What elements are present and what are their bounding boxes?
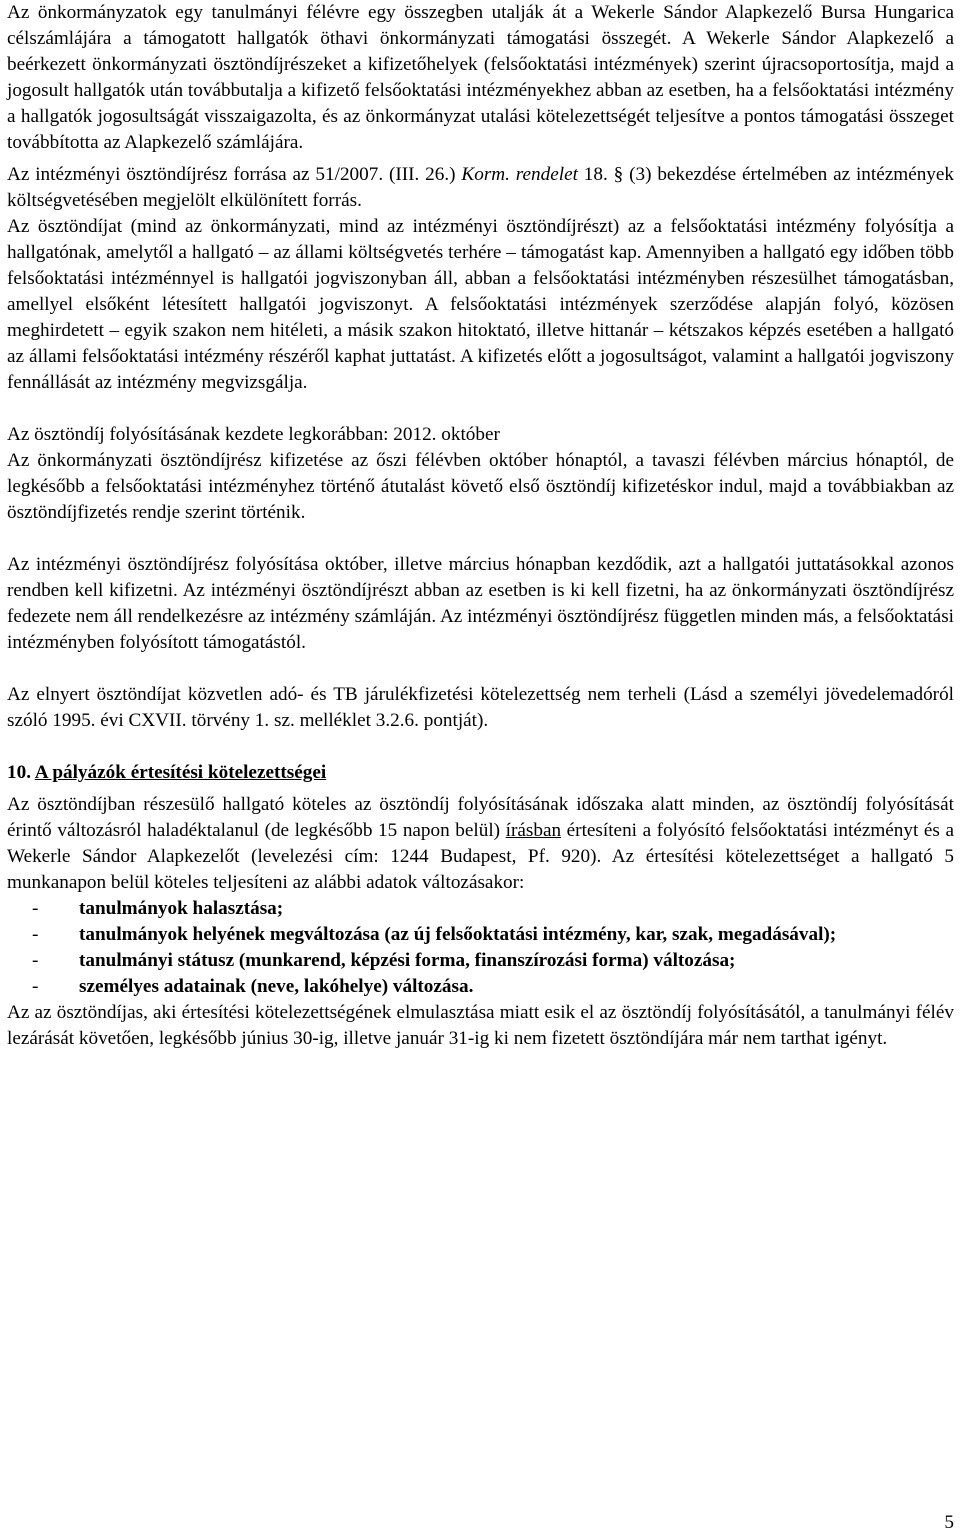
paragraph-start-date: Az ösztöndíj folyósításának kezdete legkorábban: 2012. október	[7, 424, 500, 445]
list-item-text: tanulmányok halasztása;	[79, 898, 284, 919]
paragraph-transfer-process: Az önkormányzatok egy tanulmányi félévre egy összegben utalják át a Wekerle Sándor Alapkezelő Bursa Hungarica célszámlájára a támogatott hallgatók öthavi önkormányzati támogatási összegét. A Wekerle Sándor Alapkezelő a beérkezett önkormányzati ösztöndíjrészeket a kifizetőhelyek (felsőoktatási intézmények) szerint újracsoportosítja, majd a jogosult hallgatók után továbbutalja a kifizető felsőoktatási intézményekhez abban az esetben, ha a felsőoktatási intézmény a hallgatók jogosultságát visszaigazolta, és az önkormányzat utalási kötelezettségét teljesítve a pontos támogatási összeget továbbította az Alapkezelő számlájára.	[7, 2, 954, 153]
paragraph-tax-exemption: Az elnyert ösztöndíjat közvetlen adó- és TB járulékfizetési kötelezettség nem terheli (Lásd a személyi jövedelemadóról szóló 1995. évi CXVII. törvény 1. sz. melléklet 3.2.6. pontját).	[7, 684, 954, 731]
italic-text: Korm. rendelet	[461, 164, 578, 185]
text-span: Az ösztöndíjban részesülő hallgató köteles az ösztöndíj folyósításának időszaka alatt minden, az ösztöndíj folyósítását érintő változásról haladéktalanul (de legkésőbb 15 napon belül)	[7, 794, 954, 841]
change-list	[7, 896, 954, 1000]
list-marker: -	[32, 924, 39, 945]
paragraph-notification-duty	[7, 792, 954, 896]
page-number: 5	[944, 1512, 954, 1533]
section-heading	[7, 760, 954, 786]
list-item-text: tanulmányok helyének megváltozása (az új felsőoktatási intézmény, kar, szak, megadásával);	[79, 924, 837, 945]
section-title: A pályázók értesítési kötelezettségei	[34, 762, 327, 783]
list-item	[7, 974, 954, 1000]
paragraph-institutional-source	[7, 162, 954, 214]
paragraph-institutional-payment: Az intézményi ösztöndíjrész folyósítása október, illetve március hónapban kezdődik, azt a hallgatói juttatásokkal azonos rendben kell kifizetni. Az intézményi ösztöndíjrészt abban az esetben is ki kell fizetni, ha az önkormányzati ösztöndíjrész fedezete nem áll rendelkezésre az intézmény számláján. Az intézményi ösztöndíjrész független minden más, a felsőoktatási intézményben folyósított támogatástól.	[7, 554, 954, 653]
text-span: értesíteni a folyósító felsőoktatási intézményt és a Wekerle Sándor Alapkezelőt (levelezési cím: 1244 Budapest, Pf. 920). Az értesítési kötelezettséget a hallgató 5 munkanapon belül köteles teljesíteni az alábbi adatok változásakor:	[7, 820, 954, 893]
section-number: 10.	[7, 762, 31, 783]
list-marker: -	[32, 976, 39, 997]
text-span: 18. § (3) bekezdése értelmében az intézmények költségvetésében megjelölt elkülönített forrás.	[7, 164, 955, 211]
list-item	[7, 896, 954, 922]
list-item-text: tanulmányi státusz (munkarend, képzési forma, finanszírozási forma) változása;	[79, 950, 736, 971]
list-item	[7, 948, 954, 974]
list-item	[7, 922, 954, 948]
list-item-text: személyes adatainak (neve, lakóhelye) változása.	[79, 976, 474, 997]
paragraph-disbursement: Az ösztöndíjat (mind az önkormányzati, mind az intézményi ösztöndíjrészt) az a felsőoktatási intézmény folyósítja a hallgatónak, amelytől a hallgató – az állami költségvetés terhére – támogatást kap. Amennyiben a hallgató egy időben több felsőoktatási intézménnyel is hallgatói jogviszonyban áll, abban a felsőoktatási intézményben részesülhet támogatásban, amellyel elsőként létesített hallgatói jogviszonyt. A felsőoktatási intézmények szerződése alapján folyó, közösen meghirdetett – egyik szakon nem hitéleti, a másik szakon hitoktató, illetve hittanár – kétszakos képzés esetében a hallgató az állami felsőoktatási intézmény részéről kaphat juttatást. A kifizetés előtt a jogosultságot, valamint a hallgatói jogviszony fennállását az intézmény megvizsgálja.	[7, 216, 954, 393]
list-marker: -	[32, 950, 39, 971]
paragraph-forfeiture: Az az ösztöndíjas, aki értesítési kötelezettségének elmulasztása miatt esik el az ösztöndíj folyósításától, a tanulmányi félév lezárását követően, legkésőbb június 30-ig, illetve január 31-ig ki nem fizetett ösztöndíjára már nem tarthat igényt.	[7, 1002, 954, 1049]
text-span: Az intézményi ösztöndíjrész forrása az 51/2007. (III. 26.)	[7, 164, 462, 185]
underlined-text: írásban	[505, 820, 562, 841]
paragraph-municipal-payment: Az önkormányzati ösztöndíjrész kifizetése az őszi félévben október hónaptól, a tavaszi félévben március hónaptól, de legkésőbb a felsőoktatási intézményhez történő átutalást követő első ösztöndíj kifizetéskor indul, majd a továbbiakban az ösztöndíjfizetés rendje szerint történik.	[7, 450, 954, 523]
list-marker: -	[32, 898, 39, 919]
document-page	[7, 0, 954, 1052]
